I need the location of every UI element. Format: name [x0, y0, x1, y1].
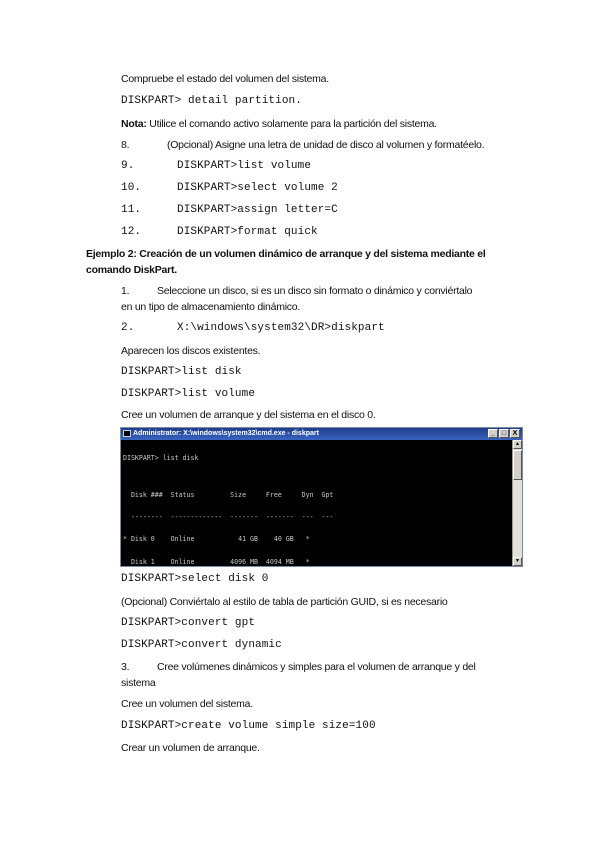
- list-item-9: [121, 160, 311, 172]
- minimize-icon: _: [488, 429, 498, 438]
- step-text: Seleccione un disco, si es un disco sin formato o dinámico y conviértalo: [157, 285, 473, 297]
- code-line: DISKPART>create volume simple size=100: [121, 720, 376, 732]
- console-title: Administrator: X:\windows\system32\cmd.exe - diskpart: [133, 430, 319, 437]
- list-number: 3.: [121, 661, 130, 673]
- list-text: (Opcional) Asigne una letra de unidad de disco al volumen y formatéelo.: [167, 139, 485, 151]
- console-output: [123, 440, 512, 566]
- list-number: 8.: [121, 139, 130, 151]
- code-line: DISKPART>convert dynamic: [121, 639, 282, 651]
- list-item-8: [121, 139, 484, 151]
- paragraph: Crear un volumen de arranque.: [121, 742, 260, 754]
- cmd-icon: [123, 430, 131, 437]
- step-2: [121, 322, 385, 334]
- console-line: -------- ------------- ------- ------- --- ---: [123, 513, 334, 522]
- code-line: DISKPART>convert gpt: [121, 617, 256, 629]
- paragraph: Cree un volumen de arranque y del sistema en el disco 0.: [121, 409, 376, 421]
- code-text: DISKPART>list volume: [177, 160, 312, 172]
- paragraph: Compruebe el estado del volumen del sistema.: [121, 73, 329, 85]
- code-text: X:\windows\system32\DR>diskpart: [177, 322, 385, 334]
- section-heading-line-2: comando DiskPart.: [86, 264, 177, 276]
- scroll-down-icon: ▼: [513, 557, 522, 566]
- code-text: DISKPART>format quick: [177, 226, 318, 238]
- paragraph: Cree un volumen del sistema.: [121, 698, 253, 710]
- step-1-continuation: en un tipo de almacenamiento dinámico.: [121, 301, 301, 313]
- console-scrollbar: [512, 440, 522, 566]
- code-line: DISKPART>list volume: [121, 388, 256, 400]
- list-number: 1.: [121, 285, 130, 297]
- note-paragraph: [121, 118, 437, 130]
- code-line: DISKPART> detail partition.: [121, 95, 302, 107]
- list-number: 10.: [121, 182, 142, 194]
- maximize-icon: □: [499, 429, 509, 438]
- note-label: Nota:: [121, 118, 147, 130]
- list-item-11: [121, 204, 338, 216]
- scroll-up-icon: ▲: [513, 440, 522, 449]
- list-item-10: [121, 182, 338, 194]
- console-title-bar: [121, 428, 522, 440]
- scroll-thumb: [513, 450, 522, 480]
- list-number: 12.: [121, 226, 142, 238]
- console-screenshot: [120, 427, 523, 567]
- code-line: DISKPART>list disk: [121, 366, 242, 378]
- step-1: [121, 285, 472, 297]
- close-icon: X: [510, 429, 520, 438]
- section-heading-line-1: Ejemplo 2: Creación de un volumen dinámico de arranque y del sistema mediante el: [86, 248, 486, 260]
- list-number: 9.: [121, 160, 135, 172]
- paragraph: (Opcional) Conviértalo al estilo de tabla de partición GUID, si es necesario: [121, 596, 448, 608]
- list-number: 11.: [121, 204, 142, 216]
- step-text: Cree volúmenes dinámicos y simples para el volumen de arranque y del: [157, 661, 476, 673]
- code-line: DISKPART>select disk 0: [121, 573, 269, 585]
- step-3: [121, 661, 476, 673]
- console-line: * Disk 0 Online 41 GB 40 GB *: [123, 535, 310, 544]
- list-item-12: [121, 226, 318, 238]
- step-3-continuation: sistema: [121, 677, 156, 689]
- code-text: DISKPART>assign letter=C: [177, 204, 338, 216]
- list-number: 2.: [121, 322, 135, 334]
- console-line: DISKPART> list disk: [123, 453, 199, 462]
- console-line: Disk 1 Online 4096 MB 4094 MB *: [123, 557, 310, 566]
- code-text: DISKPART>select volume 2: [177, 182, 338, 194]
- note-text: Utilice el comando activo solamente para la partición del sistema.: [146, 118, 437, 130]
- paragraph: Aparecen los discos existentes.: [121, 345, 261, 357]
- console-line: Disk ### Status Size Free Dyn Gpt: [123, 490, 334, 499]
